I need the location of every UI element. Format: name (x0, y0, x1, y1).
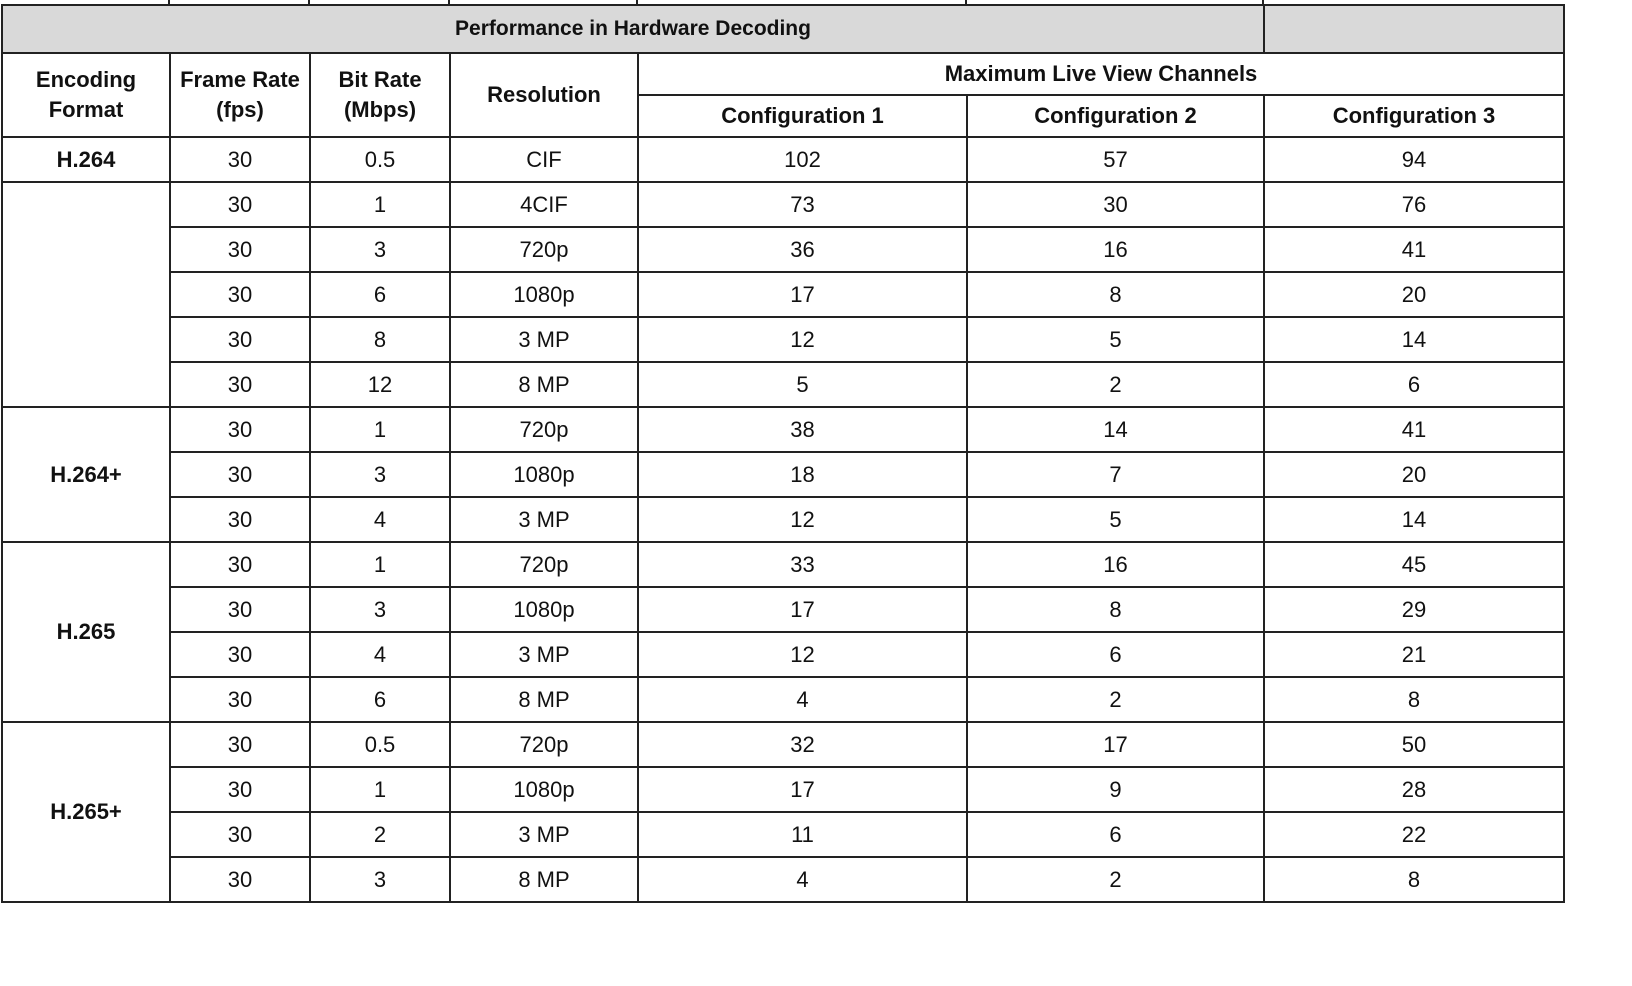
config-3-cell: 94 (1264, 137, 1564, 182)
bit-rate-cell: 3 (310, 587, 450, 632)
config-1-cell: 17 (638, 272, 967, 317)
config-3-cell: 14 (1264, 317, 1564, 362)
bit-rate-cell: 12 (310, 362, 450, 407)
bit-rate-cell: 6 (310, 677, 450, 722)
table-row (2, 227, 1564, 272)
table-row (2, 407, 1564, 452)
bit-rate-cell: 2 (310, 812, 450, 857)
bit-rate-cell: 6 (310, 272, 450, 317)
table-row (2, 452, 1564, 497)
config-2-cell: 16 (967, 542, 1264, 587)
config-3-cell: 8 (1264, 677, 1564, 722)
resolution-cell: 720p (450, 407, 638, 452)
header-encoding-format: Encoding Format (2, 53, 170, 137)
frame-rate-cell: 30 (170, 362, 310, 407)
table-body (2, 137, 1564, 902)
resolution-cell: 1080p (450, 272, 638, 317)
resolution-cell: 3 MP (450, 812, 638, 857)
config-1-cell: 32 (638, 722, 967, 767)
config-2-cell: 5 (967, 497, 1264, 542)
config-3-cell: 28 (1264, 767, 1564, 812)
header-max-live-view: Maximum Live View Channels (638, 53, 1564, 95)
bit-rate-cell: 1 (310, 407, 450, 452)
bit-rate-cell: 3 (310, 857, 450, 902)
resolution-cell: 1080p (450, 767, 638, 812)
config-2-cell: 6 (967, 812, 1264, 857)
frame-rate-cell: 30 (170, 407, 310, 452)
config-3-cell: 41 (1264, 407, 1564, 452)
resolution-cell: 8 MP (450, 677, 638, 722)
config-1-cell: 17 (638, 767, 967, 812)
encoding-format-cell (2, 182, 170, 407)
bit-rate-cell: 4 (310, 497, 450, 542)
config-2-cell: 9 (967, 767, 1264, 812)
resolution-cell: CIF (450, 137, 638, 182)
header-resolution: Resolution (450, 53, 638, 137)
frame-rate-cell: 30 (170, 137, 310, 182)
encoding-format-cell: H.265+ (2, 722, 170, 902)
config-3-cell: 8 (1264, 857, 1564, 902)
bit-rate-cell: 0.5 (310, 137, 450, 182)
config-1-cell: 11 (638, 812, 967, 857)
config-3-cell: 22 (1264, 812, 1564, 857)
config-3-cell: 76 (1264, 182, 1564, 227)
encoding-format-cell: H.264+ (2, 407, 170, 542)
frame-rate-cell: 30 (170, 587, 310, 632)
config-3-cell: 50 (1264, 722, 1564, 767)
config-2-cell: 57 (967, 137, 1264, 182)
config-1-cell: 5 (638, 362, 967, 407)
table-row (2, 497, 1564, 542)
table-row (2, 587, 1564, 632)
config-2-cell: 7 (967, 452, 1264, 497)
table-title: Performance in Hardware Decoding (2, 5, 1264, 53)
resolution-cell: 1080p (450, 587, 638, 632)
table-row (2, 677, 1564, 722)
table-row (2, 317, 1564, 362)
bit-rate-cell: 1 (310, 182, 450, 227)
encoding-format-cell: H.264 (2, 137, 170, 182)
config-3-cell: 29 (1264, 587, 1564, 632)
table-row (2, 812, 1564, 857)
header-frame-rate: Frame Rate (fps) (170, 53, 310, 137)
resolution-cell: 4CIF (450, 182, 638, 227)
header-config-3: Configuration 3 (1264, 95, 1564, 137)
frame-rate-cell: 30 (170, 722, 310, 767)
frame-rate-cell: 30 (170, 182, 310, 227)
table-row (2, 767, 1564, 812)
table-row (2, 137, 1564, 182)
config-3-cell: 6 (1264, 362, 1564, 407)
table-row (2, 182, 1564, 227)
config-1-cell: 38 (638, 407, 967, 452)
config-3-cell: 45 (1264, 542, 1564, 587)
table-row (2, 857, 1564, 902)
config-1-cell: 4 (638, 677, 967, 722)
config-1-cell: 12 (638, 632, 967, 677)
config-3-cell: 41 (1264, 227, 1564, 272)
frame-rate-cell: 30 (170, 632, 310, 677)
frame-rate-cell: 30 (170, 227, 310, 272)
config-2-cell: 2 (967, 857, 1264, 902)
config-1-cell: 73 (638, 182, 967, 227)
table-row (2, 272, 1564, 317)
config-2-cell: 17 (967, 722, 1264, 767)
config-3-cell: 20 (1264, 452, 1564, 497)
config-2-cell: 5 (967, 317, 1264, 362)
frame-rate-cell: 30 (170, 317, 310, 362)
header-config-1: Configuration 1 (638, 95, 967, 137)
encoding-format-cell: H.265 (2, 542, 170, 722)
table-row (2, 362, 1564, 407)
bit-rate-cell: 4 (310, 632, 450, 677)
config-2-cell: 8 (967, 587, 1264, 632)
title-blank-cell (1264, 5, 1564, 53)
resolution-cell: 8 MP (450, 857, 638, 902)
bit-rate-cell: 1 (310, 767, 450, 812)
resolution-cell: 720p (450, 542, 638, 587)
frame-rate-cell: 30 (170, 497, 310, 542)
config-1-cell: 18 (638, 452, 967, 497)
config-2-cell: 14 (967, 407, 1264, 452)
bit-rate-cell: 0.5 (310, 722, 450, 767)
frame-rate-cell: 30 (170, 857, 310, 902)
config-2-cell: 8 (967, 272, 1264, 317)
frame-rate-cell: 30 (170, 272, 310, 317)
config-1-cell: 12 (638, 317, 967, 362)
resolution-cell: 8 MP (450, 362, 638, 407)
resolution-cell: 1080p (450, 452, 638, 497)
table-row (2, 542, 1564, 587)
resolution-cell: 720p (450, 227, 638, 272)
resolution-cell: 3 MP (450, 497, 638, 542)
config-3-cell: 14 (1264, 497, 1564, 542)
bit-rate-cell: 3 (310, 227, 450, 272)
frame-rate-cell: 30 (170, 677, 310, 722)
config-2-cell: 6 (967, 632, 1264, 677)
frame-rate-cell: 30 (170, 542, 310, 587)
config-1-cell: 17 (638, 587, 967, 632)
resolution-cell: 3 MP (450, 317, 638, 362)
config-1-cell: 102 (638, 137, 967, 182)
config-3-cell: 21 (1264, 632, 1564, 677)
config-1-cell: 36 (638, 227, 967, 272)
header-config-2: Configuration 2 (967, 95, 1264, 137)
config-1-cell: 33 (638, 542, 967, 587)
config-1-cell: 4 (638, 857, 967, 902)
frame-rate-cell: 30 (170, 812, 310, 857)
config-2-cell: 2 (967, 362, 1264, 407)
header-bit-rate: Bit Rate (Mbps) (310, 53, 450, 137)
table-row (2, 632, 1564, 677)
config-2-cell: 16 (967, 227, 1264, 272)
frame-rate-cell: 30 (170, 767, 310, 812)
frame-rate-cell: 30 (170, 452, 310, 497)
bit-rate-cell: 3 (310, 452, 450, 497)
bit-rate-cell: 1 (310, 542, 450, 587)
resolution-cell: 3 MP (450, 632, 638, 677)
config-2-cell: 2 (967, 677, 1264, 722)
resolution-cell: 720p (450, 722, 638, 767)
config-2-cell: 30 (967, 182, 1264, 227)
table-row (2, 722, 1564, 767)
config-1-cell: 12 (638, 497, 967, 542)
config-3-cell: 20 (1264, 272, 1564, 317)
bit-rate-cell: 8 (310, 317, 450, 362)
hardware-decoding-table (1, 4, 1565, 903)
